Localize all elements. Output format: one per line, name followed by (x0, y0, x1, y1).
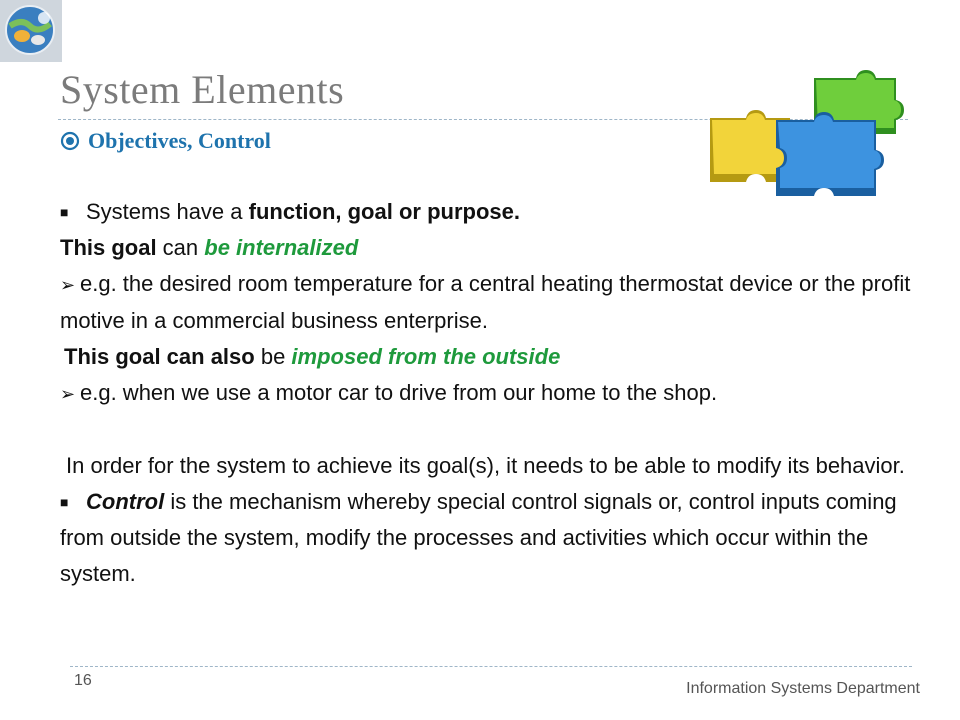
goal-imposed-line (60, 339, 920, 375)
line4-bold: This goal can also (64, 344, 255, 369)
line7-text: is the mechanism whereby special control signals or, control inputs coming from outside the system, modify the processes and activities which occur within the system. (60, 489, 897, 586)
line4-text: be (254, 344, 292, 369)
example-thermostat (60, 266, 920, 339)
example-motor-car (60, 375, 920, 412)
page-number: 16 (74, 672, 92, 689)
paragraph-achieve-goal (60, 448, 920, 484)
line6-text: In order for the system to achieve its goal(s), it needs to be able to modify its behavior. (66, 453, 905, 478)
square-bullet-icon: ■ (60, 494, 69, 510)
slide-body (60, 194, 920, 592)
line2-bold: This goal (60, 235, 157, 260)
circled-dot-bullet-icon (60, 131, 80, 151)
line2-highlight: be internalized (204, 235, 359, 260)
bullet-control (60, 484, 920, 592)
footer-divider (70, 666, 912, 667)
globe-logo-icon (0, 0, 62, 62)
spacer (60, 412, 920, 448)
square-bullet-icon: ■ (60, 204, 69, 220)
footer-department: Information Systems Department (686, 680, 920, 697)
objectives-heading (60, 128, 271, 154)
line1-text: Systems have a (86, 199, 249, 224)
line3-text: e.g. the desired room temperature for a central heating thermostat device or the profit motive in a commercial business enterprise. (60, 271, 911, 333)
bullet-line-function (60, 194, 920, 230)
arrow-bullet-icon: ➢ (60, 275, 76, 295)
slide-title: System Elements (60, 67, 345, 112)
line1-bold: function, goal or purpose. (248, 199, 520, 224)
line7-bold: Control (86, 489, 165, 514)
line2-text: can (156, 235, 205, 260)
goal-internalized-line (60, 230, 920, 266)
line5-text: e.g. when we use a motor car to drive from our home to the shop. (80, 380, 718, 405)
puzzle-pieces-icon (706, 70, 906, 202)
arrow-bullet-icon: ➢ (60, 384, 76, 404)
line4-highlight: imposed from the outside (291, 344, 561, 369)
objectives-label: Objectives, Control (88, 128, 271, 153)
